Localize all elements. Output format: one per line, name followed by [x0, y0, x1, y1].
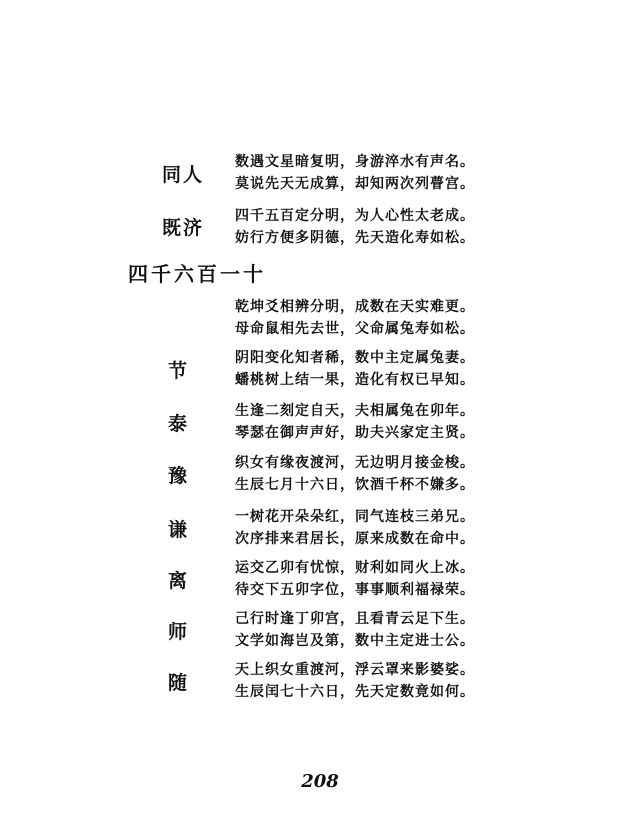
verse-line: 天上织女重渡河，浮云罩来影婆娑。 [235, 662, 475, 678]
verse-line: 琴瑟在御声声好，助夫兴家定主贤。 [235, 425, 475, 441]
verse-tongren [235, 151, 475, 195]
verse-line: 一树花开朵朵红，同气连枝三弟兄。 [235, 509, 475, 525]
verse-intro [235, 296, 475, 340]
verse-line: 数遇文星暗复明，身游淬水有声名。 [235, 154, 475, 170]
hexagram-label-tai: 泰 [168, 413, 190, 435]
hexagram-label-jie: 节 [168, 360, 190, 382]
hexagram-label-li: 离 [168, 570, 190, 592]
verse-sui [235, 659, 475, 703]
verse-jie [235, 347, 475, 391]
verse-line: 生辰闰七十六日，先天定数竟如何。 [235, 684, 475, 700]
hexagram-label-shi: 师 [168, 621, 190, 643]
verse-line: 蟠桃树上结一果，造化有权已早知。 [235, 372, 475, 388]
verse-jiji [235, 205, 475, 249]
verse-line: 四千五百定分明，为人心性太老成。 [235, 208, 475, 224]
verse-line: 生辰七月十六日，饮酒千杯不嫌多。 [235, 477, 475, 493]
verse-qian [235, 506, 475, 550]
verse-line: 待交下五卯字位，事事顺利福禄荣。 [235, 582, 475, 598]
page-number: 208 [301, 771, 339, 792]
verse-line: 妨行方便多阴德，先天造化寿如松。 [235, 230, 475, 246]
verse-line: 文学如海岂及第，数中主定进士公。 [235, 633, 475, 649]
verse-line: 运交乙卯有忧惊，财利如同火上冰。 [235, 560, 475, 576]
verse-yu [235, 452, 475, 496]
hexagram-label-sui: 随 [168, 672, 190, 694]
hexagram-label-jiji: 既济 [162, 217, 205, 239]
verse-line: 织女有缘夜渡河，无边明月接金梭。 [235, 455, 475, 471]
hexagram-label-qian: 谦 [168, 519, 190, 541]
verse-li [235, 557, 475, 601]
hexagram-label-tongren: 同人 [162, 164, 205, 186]
verse-line: 母命鼠相先去世，父命属兔寿如松。 [235, 321, 475, 337]
verse-line: 生逢二刻定自天，夫相属兔在卯年。 [235, 403, 475, 419]
verse-shi [235, 608, 475, 652]
hexagram-label-yu: 豫 [168, 465, 190, 487]
section-heading: 四千六百一十 [128, 262, 266, 286]
verse-line: 阴阳变化知者稀，数中主定属兔妻。 [235, 350, 475, 366]
verse-line: 乾坤爻相辨分明，成数在天实难更。 [235, 299, 475, 315]
verse-line: 次序排来君居长，原来成数在命中。 [235, 531, 475, 547]
verse-line: 己行时逢丁卯宫，且看青云足下生。 [235, 611, 475, 627]
verse-line: 莫说先天无成算，却知两次列瞢宫。 [235, 176, 475, 192]
verse-tai [235, 400, 475, 444]
